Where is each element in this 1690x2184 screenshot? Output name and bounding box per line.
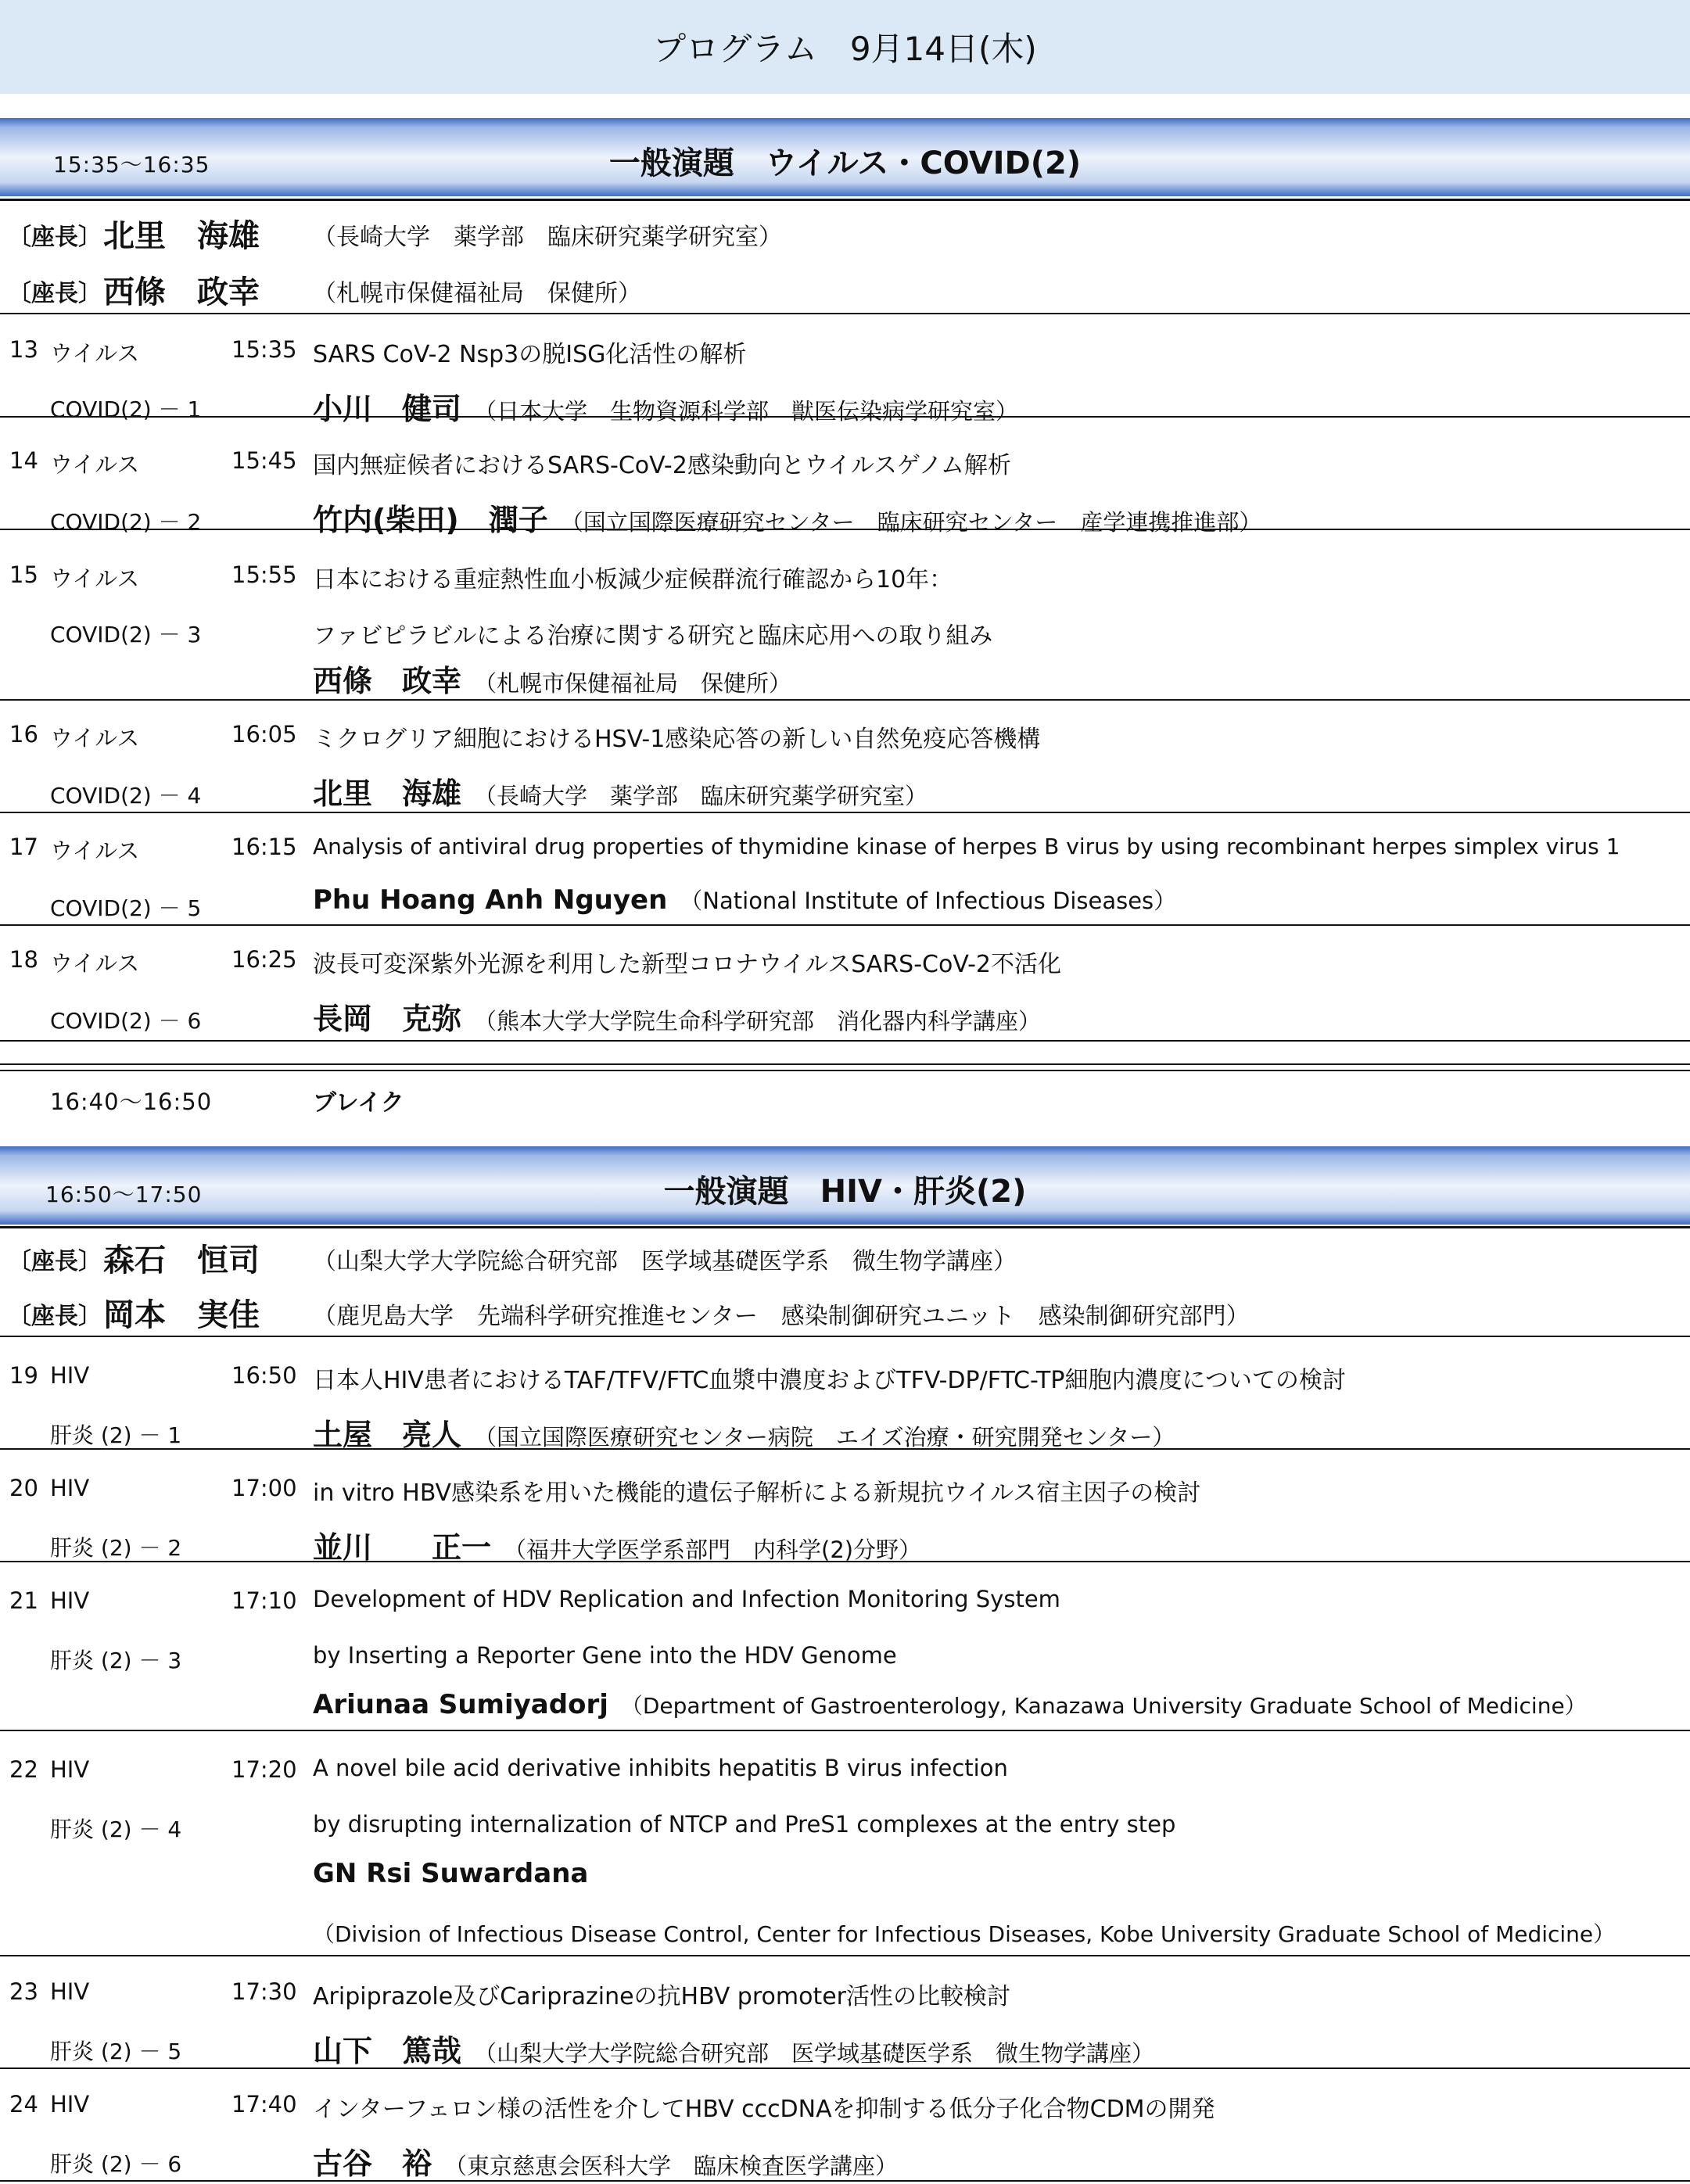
item-category: HIV <box>50 1587 90 1614</box>
item-title: 波長可変深紫外光源を利用した新型コロナウイルスSARS-CoV-2不活化 <box>313 951 1062 978</box>
author-affiliation: （国立国際医療研究センター 臨床研究センター 産学連携推進部） <box>560 509 1262 536</box>
program-item <box>0 314 1690 426</box>
program-item <box>0 1731 1690 1956</box>
item-subcode: 肝炎 (2) － 6 <box>50 2151 182 2177</box>
program-item <box>0 1450 1690 1565</box>
item-title-line: A novel bile acid derivative inhibits hepatitis B virus infection <box>313 1755 1008 1781</box>
author-name: 並川 正一 <box>313 1530 492 1565</box>
item-title: SARS CoV-2 Nsp3の脱ISG化活性の解析 <box>313 341 747 368</box>
item-author <box>313 2027 1154 2070</box>
item-time: 16:50 <box>231 1362 297 1389</box>
program-item <box>0 1562 1690 1731</box>
item-author <box>313 657 791 700</box>
item-category: ウイルス <box>50 950 140 977</box>
chair-affiliation: （長崎大学 薬学部 臨床研究薬学研究室） <box>313 224 782 251</box>
item-subcode: 肝炎 (2) － 4 <box>50 1816 182 1842</box>
item-author <box>313 1411 1175 1454</box>
author-affiliation: （福井大学医学系部門 内科学(2)分野） <box>504 1537 922 1563</box>
item-number: 22 <box>9 1756 38 1783</box>
chair-row <box>0 1226 1690 1281</box>
item-number: 19 <box>9 1362 38 1389</box>
author-affiliation: （山梨大学大学院総合研究部 医学域基礎医学系 微生物学講座） <box>474 2040 1155 2067</box>
author-name: 土屋 亮人 <box>313 1418 462 1452</box>
chair-tag: 〔座長〕 <box>8 1303 102 1330</box>
item-author <box>313 1689 1587 1720</box>
author-affiliation: （Division of Infectious Disease Control, Center for Infectious Diseases, Kobe University Graduate School of Medicine） <box>313 1921 1616 1947</box>
item-title: Aripiprazole及びCariprazineの抗HBV promoter活性の比較検討 <box>313 1983 1011 2010</box>
chair-name: 森石 恒司 <box>103 1243 260 1278</box>
break-divider <box>0 1063 1690 1071</box>
session-time: 15:35〜16:35 <box>53 152 210 178</box>
item-author <box>313 2139 898 2182</box>
item-category: HIV <box>50 1978 90 2005</box>
item-subcode: COVID(2) － 1 <box>50 396 202 422</box>
item-category: HIV <box>50 1475 90 1501</box>
session-time: 16:50〜17:50 <box>45 1182 203 1207</box>
program-item <box>0 813 1690 926</box>
item-author <box>313 1858 588 1889</box>
chair-name: 西條 政幸 <box>103 274 260 310</box>
author-affiliation: （札幌市保健福祉局 保健所） <box>474 670 792 697</box>
item-subcode: COVID(2) － 6 <box>50 1008 202 1034</box>
session-title: 一般演題 HIV・肝炎(2) <box>663 1174 1027 1210</box>
page-header <box>0 0 1690 94</box>
item-category: ウイルス <box>50 451 140 478</box>
item-category: HIV <box>50 1756 90 1783</box>
item-number: 20 <box>9 1475 38 1501</box>
author-name: 小川 健司 <box>313 392 462 426</box>
item-title-line: by disrupting internalization of NTCP and PreS1 complexes at the entry step <box>313 1811 1176 1838</box>
session-header <box>0 118 1690 196</box>
item-number: 18 <box>9 946 38 973</box>
item-subcode: 肝炎 (2) － 1 <box>50 1422 182 1448</box>
item-title: 日本人HIV患者におけるTAF/TFV/FTC血漿中濃度およびTFV-DP/FTC-TP細胞内濃度についての検討 <box>313 1367 1346 1394</box>
item-time: 15:35 <box>231 336 297 363</box>
program-item <box>0 418 1690 537</box>
chair-name: 岡本 実佳 <box>103 1297 260 1333</box>
session-title: 一般演題 ウイルス・COVID(2) <box>608 145 1082 181</box>
author-affiliation: （National Institute of Infectious Diseases） <box>680 888 1177 914</box>
chair-tag: 〔座長〕 <box>8 224 102 251</box>
item-time: 17:40 <box>231 2091 297 2118</box>
item-subcode: COVID(2) － 5 <box>50 895 202 921</box>
program-item <box>0 926 1690 1042</box>
program-item <box>0 530 1690 701</box>
chair-affiliation: （鹿児島大学 先端科学研究推進センター 感染制御研究ユニット 感染制御研究部門） <box>313 1303 1250 1330</box>
item-time: 17:30 <box>231 1978 297 2005</box>
item-time: 15:45 <box>231 447 297 474</box>
item-time: 17:10 <box>231 1587 297 1614</box>
item-author <box>313 884 1176 916</box>
chair-row <box>0 200 1690 256</box>
item-category: HIV <box>50 1362 90 1389</box>
item-category: HIV <box>50 2091 90 2118</box>
item-time: 15:55 <box>231 561 297 588</box>
item-number: 16 <box>9 721 38 748</box>
item-title: ミクログリア細胞におけるHSV-1感染応答の新しい自然免疫応答機構 <box>313 726 1041 753</box>
session-header <box>0 1146 1690 1225</box>
item-category: ウイルス <box>50 340 140 367</box>
item-number: 17 <box>9 834 38 860</box>
program-item <box>0 1337 1690 1450</box>
item-author <box>313 995 1041 1038</box>
chair-tag: 〔座長〕 <box>8 280 102 307</box>
item-author <box>313 1523 921 1566</box>
item-subcode: 肝炎 (2) － 2 <box>50 1535 182 1561</box>
item-number: 24 <box>9 2091 38 2118</box>
item-time: 16:05 <box>231 721 297 748</box>
item-subcode: 肝炎 (2) － 3 <box>50 1648 182 1673</box>
author-affiliation: （長崎大学 薬学部 臨床研究薬学研究室） <box>474 783 928 809</box>
item-number: 13 <box>9 336 38 363</box>
item-category: ウイルス <box>50 725 140 751</box>
item-subcode: COVID(2) － 4 <box>50 783 202 809</box>
author-name: Phu Hoang Anh Nguyen <box>313 884 668 916</box>
item-title: インターフェロン様の活性を介してHBV cccDNAを抑制する低分子化合物CDMの開発 <box>313 2096 1215 2123</box>
chair-row <box>0 1281 1690 1337</box>
chair-affiliation: （札幌市保健福祉局 保健所） <box>313 280 641 307</box>
item-subcode: COVID(2) － 3 <box>50 622 202 647</box>
item-author <box>313 769 928 812</box>
author-affiliation: （Department of Gastroenterology, Kanazawa University Graduate School of Medicine） <box>620 1693 1587 1719</box>
author-name: Ariunaa Sumiyadorj <box>313 1689 608 1720</box>
program-item <box>0 2069 1690 2182</box>
author-name: 山下 篤哉 <box>313 2034 462 2068</box>
author-name: 竹内(柴田) 潤子 <box>313 503 548 537</box>
author-affiliation: （日本大学 生物資源科学部 獣医伝染病学研究室） <box>474 398 1019 425</box>
chair-tag: 〔座長〕 <box>8 1248 102 1275</box>
author-name: 北里 海雄 <box>313 776 462 811</box>
item-title-line: ファビピラビルによる治療に関する研究と臨床応用への取り組み <box>313 622 993 650</box>
item-time: 17:00 <box>231 1475 297 1501</box>
author-name: 西條 政幸 <box>313 664 462 698</box>
item-number: 21 <box>9 1587 38 1614</box>
author-name: 長岡 克弥 <box>313 1002 462 1036</box>
item-category: ウイルス <box>50 837 140 864</box>
item-number: 14 <box>9 447 38 474</box>
page-title: プログラム 9月14日(木) <box>653 30 1037 68</box>
item-title-line: by Inserting a Reporter Gene into the HDV Genome <box>313 1642 897 1669</box>
chair-row <box>0 256 1690 314</box>
item-number: 23 <box>9 1978 38 2005</box>
author-name: 古谷 裕 <box>313 2146 432 2181</box>
item-title: 国内無症候者におけるSARS-CoV-2感染動向とウイルスゲノム解析 <box>313 452 1011 479</box>
item-category: ウイルス <box>50 565 140 592</box>
chair-affiliation: （山梨大学大学院総合研究部 医学域基礎医学系 微生物学講座） <box>313 1248 1017 1275</box>
item-title-line: 日本における重症熱性血小板減少症候群流行確認から10年： <box>313 566 953 594</box>
program-item <box>0 1956 1690 2069</box>
item-time: 17:20 <box>231 1756 297 1783</box>
item-number: 15 <box>9 561 38 588</box>
author-affiliation: （熊本大学大学院生命科学研究部 消化器内科学講座） <box>474 1008 1042 1035</box>
author-affiliation: （国立国際医療研究センター病院 エイズ治療・研究開発センター） <box>474 1424 1175 1451</box>
item-title-line: Development of HDV Replication and Infection Monitoring System <box>313 1586 1060 1612</box>
item-time: 16:15 <box>231 834 297 860</box>
item-subcode: COVID(2) － 2 <box>50 509 202 535</box>
item-title: in vitro HBV感染系を用いた機能的遺伝子解析による新規抗ウイルス宿主因子の検討 <box>313 1479 1201 1507</box>
item-subcode: 肝炎 (2) － 5 <box>50 2039 182 2064</box>
break-time: 16:40〜16:50 <box>50 1088 213 1115</box>
item-time: 16:25 <box>231 946 297 973</box>
item-title: Analysis of antiviral drug properties of thymidine kinase of herpes B virus by using recombinant herpes simplex virus 1 <box>313 834 1620 859</box>
program-item <box>0 701 1690 813</box>
author-name: GN Rsi Suwardana <box>313 1858 589 1889</box>
author-affiliation: （東京慈恵会医科大学 臨床検査医学講座） <box>444 2153 899 2179</box>
chair-name: 北里 海雄 <box>103 218 260 254</box>
break-label: ブレイク <box>313 1089 404 1117</box>
